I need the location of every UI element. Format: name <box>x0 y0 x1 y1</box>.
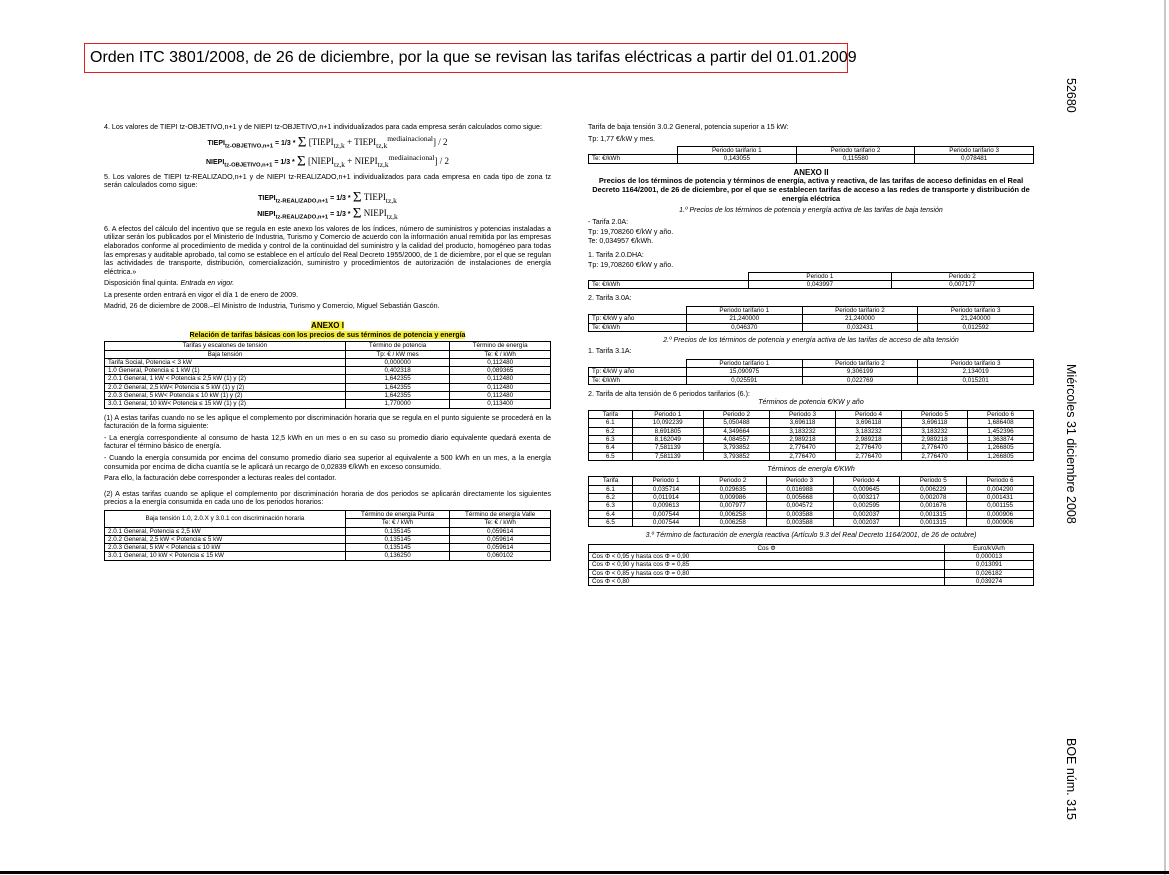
table-row <box>105 392 551 400</box>
table-cell: 0,059614 <box>450 544 551 552</box>
table-cell: 8,691805 <box>632 427 703 435</box>
table-header: Euro/kVArh <box>945 544 1034 552</box>
table-header: Periodo 1 <box>633 477 700 485</box>
table-cell: 4,084557 <box>703 435 769 443</box>
table-cell: 2,989218 <box>769 435 835 443</box>
table-cell: Te: €/kWh <box>589 323 687 331</box>
table-cell: 6.2 <box>589 427 633 435</box>
table-row <box>105 375 551 383</box>
table-cell: 1,642355 <box>345 392 450 400</box>
section-1-title: 1.º Precios de los términos de potencia y energía activa de las tarifas de baja tensión <box>679 207 943 215</box>
table-cell: 0,003217 <box>833 494 900 502</box>
table-cell: 2,776470 <box>769 444 835 452</box>
table-cell: 3.0.1 General, 10 kW< Potencia ≤ 15 kW (1) y (2) <box>105 400 346 408</box>
table-cell: 0,002595 <box>833 502 900 510</box>
document-title: Orden ITC 3801/2008, de 26 de diciembre, por la que se revisan las tarifas eléctricas a partir del 01.01.2009 <box>84 43 848 73</box>
paragraph-5: 5. Los valores de TIEPI tz-REALIZADO,n+1 y de NIEPI tz-REALIZADO,n+1 individualizados para cada empresa en cada tipo de zona tz serán calculados como sigue: <box>104 172 551 190</box>
table-cell: Tp: €/kW y año <box>589 315 687 323</box>
table-cell: 0,000000 <box>345 358 450 366</box>
table-cell: 2,989218 <box>835 435 901 443</box>
table-cell: 0,078481 <box>915 155 1034 163</box>
table-row <box>589 368 1034 376</box>
table-cell: 2,776470 <box>901 452 967 460</box>
table-header: Periodo 1 <box>632 411 703 419</box>
formula-niepi-objetivo: $NIEPI_{tz-OBJETIVO,n+1} = 1/3 * \Sigma$ [$NIEPI_{tz,k}$ + $NIEPI_{tz,k}^{mediainacional}] / 2$ <box>205 152 449 170</box>
table-cell: 0,402318 <box>345 367 450 375</box>
table-row <box>589 444 1034 452</box>
tariff-20a-tp: Tp: 19,708260 €/kW y año. <box>588 228 674 237</box>
table-row <box>589 569 1034 577</box>
table-cell: 4,349664 <box>703 427 769 435</box>
table-header: Periodo tarifario 2 <box>802 306 918 314</box>
tariff-20dha-table <box>588 272 1034 290</box>
table-cell: 0,001431 <box>967 494 1034 502</box>
table-cell: 0,112480 <box>450 383 551 391</box>
tariff-31a-label: 1. Tarifa 3.1A: <box>588 347 632 356</box>
table-row <box>589 419 1034 427</box>
table-cell: 3,183232 <box>769 427 835 435</box>
table-cell: 7,581139 <box>632 444 703 452</box>
table-cell: 3,696118 <box>901 419 967 427</box>
table-cell: 0,002078 <box>900 494 967 502</box>
table-subheader: Te: € / kWh <box>345 519 449 527</box>
formula-tiepi-objetivo: $TIEPI_{tz-OBJETIVO,n+1} = 1/3 * \Sigma$ [$TIEPI_{tz,k}$ + $TIEPI_{tz,k}^{mediainacional}] / 2$ <box>207 133 448 151</box>
table-cell: 6.4 <box>589 510 633 518</box>
table-cell: 0,001315 <box>900 518 967 526</box>
table-header: Periodo tarifario 1 <box>686 306 802 314</box>
table-cell: 0,007544 <box>633 510 700 518</box>
table-cell: 6.5 <box>589 518 633 526</box>
table-cell: 0,005668 <box>766 494 833 502</box>
note-1a: - La energía correspondiente al consumo de hasta 12,5 kWh en un mes o en su caso su promedio diario equivalente quedará exenta de facturar el término básico de energía. <box>104 433 551 451</box>
table-row <box>589 502 1034 510</box>
table-cell: 0,029635 <box>699 485 766 493</box>
table-cell: Te: €/kWh <box>589 281 749 289</box>
table-cell: 1,266805 <box>967 452 1033 460</box>
table-cell: 2.0.3 General, 5 kW< Potencia ≤ 10 kW (1) y (2) <box>105 392 346 400</box>
table-header: Término de energía Valle <box>450 510 551 518</box>
table-row <box>589 376 1034 384</box>
table-cell: Cos Φ < 0,85 y hasta cos Φ = 0,80 <box>589 569 945 577</box>
table-cell: 3,696118 <box>835 419 901 427</box>
section-2-title: 2.º Precios de los términos de potencia y energía activa de las tarifas de acceso de alta tensión <box>663 336 959 344</box>
table-cell: 0,032431 <box>802 323 918 331</box>
table-cell: 8,162049 <box>632 435 703 443</box>
table-subheader: Te: € / kWh <box>450 519 551 527</box>
table-header: Periodo 6 <box>967 477 1034 485</box>
table-row <box>589 435 1034 443</box>
table-row <box>105 383 551 391</box>
table-row <box>589 518 1034 526</box>
tariff-6-label: 2. Tarifa de alta tensión de 6 periodos tarifarios (6.): <box>588 389 750 398</box>
table-row <box>105 400 551 408</box>
table-cell: 3,696118 <box>769 419 835 427</box>
tariff-30a-table <box>588 306 1034 332</box>
formula-niepi-realizado: $NIEPI_{tz-REALIZADO,n+1} = 1/3 * \Sigma$ $NIEPI_{tz,k}$ <box>257 205 398 222</box>
table-cell: 0,059614 <box>450 527 551 535</box>
table-cell: 0,011914 <box>633 494 700 502</box>
table-header: Periodo tarifario 3 <box>918 359 1034 367</box>
tariff-20a-label: - Tarifa 2.0A: <box>588 217 629 226</box>
table-cell: 0,059614 <box>450 535 551 543</box>
tariff-31a-table <box>588 359 1034 385</box>
table-row <box>105 527 551 535</box>
table-subheader: Baja tensión <box>105 350 346 358</box>
table-cell: 1,770000 <box>345 400 450 408</box>
table-row <box>105 358 551 366</box>
left-column <box>104 123 551 566</box>
table-cell: 0,002037 <box>833 510 900 518</box>
signature: Madrid, 26 de diciembre de 2008.–El Ministro de Industria, Turismo y Comercio, Miguel Sebastián Gascón. <box>104 302 440 311</box>
table-cell: 0,135145 <box>345 527 449 535</box>
table-header: Tarifa <box>589 411 633 419</box>
page-frame-bottom <box>0 871 1169 874</box>
table-row <box>589 485 1034 493</box>
table-subheader: Tp: € / kW mes <box>345 350 450 358</box>
tariff-20a-te: Te: 0,034957 €/kWh. <box>588 236 654 245</box>
basic-tariffs-table <box>104 341 551 408</box>
table-cell: 6.1 <box>589 485 633 493</box>
formula-tiepi-realizado: $TIEPI_{tz-REALIZADO,n+1} = 1/3 * \Sigma$ $TIEPI_{tz,k}$ <box>258 189 397 206</box>
table-cell: 7,581139 <box>632 452 703 460</box>
table-row <box>589 578 1034 586</box>
annex-1-subtitle: Relación de tarifas básicas con los precios de sus términos de potencia y energía <box>189 330 466 339</box>
table-row <box>589 427 1034 435</box>
table-cell: 0,002037 <box>833 518 900 526</box>
table-cell: 0,000906 <box>967 510 1034 518</box>
table-row <box>589 510 1034 518</box>
annex-2-subtitle: Precios de los términos de potencia y términos de energía, activa y reactiva, de las tarifas de acceso definidas en el Real Decreto 1164/2001, de 26 de diciembre, por el que se establecen tarifas de acceso a las redes de transporte y distribución de energía eléctrica <box>592 176 1030 203</box>
tariff-6-power-table <box>588 410 1034 461</box>
table-cell: 0,001155 <box>967 502 1034 510</box>
table-cell: 0,035714 <box>633 485 700 493</box>
table-cell: 0,009645 <box>833 485 900 493</box>
table-row <box>105 535 551 543</box>
table-header: Periodo 1 <box>749 272 891 280</box>
table-cell: 3,793852 <box>703 452 769 460</box>
table-header: Periodo 5 <box>901 411 967 419</box>
table-header: Baja tensión 1.0, 2.0.X y 3.0.1 con discriminación horaria <box>105 510 346 527</box>
table-cell: 0,089365 <box>450 367 551 375</box>
table-cell: 1,642355 <box>345 375 450 383</box>
table-cell: 1,452396 <box>967 427 1033 435</box>
table-cell: 0,135145 <box>345 535 449 543</box>
note-1c: Para ello, la facturación debe corresponder a lecturas reales del contador. <box>104 474 337 483</box>
table-cell: Te: €/kWh <box>589 376 687 384</box>
table-header: Periodo tarifario 2 <box>802 359 918 367</box>
table-header: Periodo 2 <box>891 272 1033 280</box>
final-provision <box>104 279 551 288</box>
table-cell: 2,776470 <box>835 452 901 460</box>
table-cell: 1,266805 <box>967 444 1033 452</box>
tariff-6-power-title: Términos de potencia €/KW y año <box>758 399 864 407</box>
table-header: Periodo 4 <box>833 477 900 485</box>
table-cell: 0,013091 <box>945 561 1034 569</box>
table-cell: 0,025591 <box>686 376 802 384</box>
table-header: Periodo tarifario 1 <box>686 359 802 367</box>
table-cell: 1,686408 <box>967 419 1033 427</box>
table-cell: 0,112480 <box>450 375 551 383</box>
table-cell: Cos Φ < 0,80 <box>589 578 945 586</box>
table-cell: 15,090975 <box>686 368 802 376</box>
table-cell: 2,776470 <box>835 444 901 452</box>
table-cell: 10,092239 <box>632 419 703 427</box>
paragraph-4: 4. Los valores de TIEPI tz-OBJETIVO,n+1 y de NIEPI tz-OBJETIVO,n+1 individualizados para cada empresa serán calculados como sigue: <box>104 123 542 131</box>
table-header: Periodo 2 <box>703 411 769 419</box>
table-row <box>589 281 1034 289</box>
table-cell: 0,001315 <box>900 510 967 518</box>
table-cell: Tp: €/kW y año <box>589 368 687 376</box>
table-cell: 1,363874 <box>967 435 1033 443</box>
table-row <box>589 315 1034 323</box>
table-cell: 0,046370 <box>686 323 802 331</box>
note-1b: - Cuando la energía consumida por encima del consumo promedio diario sea superior al equivalente a 500 kWh en un mes, a la energía consumida por encima de dicha cuantía se le aplicará un recargo de 0,02839 €/kWh en exceso consumido. <box>104 454 551 471</box>
table-cell: 3.0.1 General, 10 kW < Potencia ≤ 15 kW <box>105 552 346 560</box>
table-cell: 0,004572 <box>766 502 833 510</box>
time-discrimination-table <box>104 510 551 561</box>
table-cell: 3,183232 <box>835 427 901 435</box>
table-cell: 0,007977 <box>699 502 766 510</box>
bulletin-number: BOE núm. 315 <box>1064 738 1078 820</box>
table-cell: 0,003588 <box>766 518 833 526</box>
tariff-6-energy-table <box>588 476 1034 527</box>
table-cell: 0,039274 <box>945 578 1034 586</box>
table-cell: 3,183232 <box>901 427 967 435</box>
table-cell: 0,112480 <box>450 392 551 400</box>
section-3-title: 3.º Término de facturación de energía reactiva (Artículo 9.3 del Real Decreto 1164/2001, de 26 de octubre) <box>645 532 977 540</box>
table-cell: 0,007177 <box>891 281 1033 289</box>
entry-into-force: La presente orden entrará en vigor el día 1 de enero de 2009. <box>104 290 299 299</box>
tariff-20dha-label: 1. Tarifa 2.0.DHA: <box>588 250 644 259</box>
table-header: Cos Φ <box>589 544 945 552</box>
table-header: Periodo tarifario 2 <box>796 147 915 155</box>
table-header: Periodo 3 <box>766 477 833 485</box>
table-header: Tarifas y escalones de tensión <box>105 342 346 350</box>
tariff-20dha-tp: Tp: 19,708260 €/kW y año. <box>588 261 674 270</box>
table-row <box>589 155 1034 163</box>
table-row <box>589 452 1034 460</box>
right-column <box>588 123 1034 591</box>
table-cell: 0,000906 <box>967 518 1034 526</box>
final-provision-title: Entrada en vigor. <box>180 279 235 288</box>
table-cell: 0,113400 <box>450 400 551 408</box>
table-cell: 0,060102 <box>450 552 551 560</box>
table-cell: 0,001676 <box>900 502 967 510</box>
table-header: Término de potencia <box>345 342 450 350</box>
table-cell: 2,134019 <box>918 368 1034 376</box>
table-cell: 2.0.3 General, 5 kW < Potencia ≤ 10 kW <box>105 544 346 552</box>
tariff-30a-label: 2. Tarifa 3.0A: <box>588 294 632 303</box>
table-cell: Cos Φ < 0,95 y hasta cos Φ = 0,90 <box>589 553 945 561</box>
table-cell: 0,016988 <box>766 485 833 493</box>
table-header: Término de energía <box>450 342 551 350</box>
table-header: Término de energía Punta <box>345 510 449 518</box>
table-cell: 0,006229 <box>900 485 967 493</box>
table-cell: 21,240000 <box>918 315 1034 323</box>
table-cell: 6.3 <box>589 435 633 443</box>
table-cell: 0,006258 <box>699 518 766 526</box>
bt302-table <box>588 146 1034 164</box>
table-cell: 2.0.1 General, 1 kW < Potencia ≤ 2,5 kW (1) y (2) <box>105 375 346 383</box>
table-cell: 0,043997 <box>749 281 891 289</box>
table-cell: 2,776470 <box>901 444 967 452</box>
table-cell: 0,015201 <box>918 376 1034 384</box>
reactive-energy-table <box>588 544 1034 586</box>
bt302-tp: Tp: 1,77 €/kW y mes. <box>588 134 656 143</box>
table-row <box>105 552 551 560</box>
page-date: Miércoles 31 diciembre 2008 <box>1064 364 1078 524</box>
table-cell: Cos Φ < 0,90 y hasta cos Φ = 0,85 <box>589 561 945 569</box>
table-header: Periodo 2 <box>699 477 766 485</box>
table-row <box>589 494 1034 502</box>
bt302-title: Tarifa de baja tensión 3.0.2 General, potencia superior a 15 kW: <box>588 123 789 131</box>
table-cell: 5,050488 <box>703 419 769 427</box>
table-header: Periodo tarifario 1 <box>678 147 797 155</box>
table-cell: 0,115580 <box>796 155 915 163</box>
table-cell: 6.3 <box>589 502 633 510</box>
table-header: Periodo 4 <box>835 411 901 419</box>
table-cell: 0,007544 <box>633 518 700 526</box>
page-frame-right <box>1164 0 1166 875</box>
table-cell: 2,989218 <box>901 435 967 443</box>
note-2: (2) A estas tarifas cuando se aplique el complemento por discriminación horaria de dos periodos se aplicarán directamente los siguientes precios a la energía consumida en cada uno de los periodos horarios: <box>104 489 551 507</box>
table-cell: 6.2 <box>589 494 633 502</box>
table-cell: 0,004290 <box>967 485 1034 493</box>
table-cell: 0,000013 <box>945 553 1034 561</box>
table-cell: 1.0 General, Potencia ≤ 1 kW (1) <box>105 367 346 375</box>
table-cell: 21,240000 <box>686 315 802 323</box>
annex-2-title: ANEXO II <box>793 167 829 177</box>
table-cell: 0,026182 <box>945 569 1034 577</box>
table-cell: 6.4 <box>589 444 633 452</box>
paragraph-6: 6. A efectos del cálculo del incentivo que se regula en este anexo los valores de los índices, número de suministros y potencias instaladas a utilizar serán los publicados por el Ministerio de Industria, Turismo y Comercio de acuerdo con la información anual remitida por las empresas elaborados conforme al procedimiento de medida y control de la continuidad del suministro y la calidad del producto, homogéneo para todas las empresas y auditable aprobado, tal como se establece en el artículo del Real Decreto 1955/2000, de 1 de diciembre, por el que se regulan las actividades de transporte, distribución, comercialización, suministro y procedimientos de autorización de instalaciones de energía eléctrica.» <box>104 224 551 276</box>
table-cell: 0,006258 <box>699 510 766 518</box>
table-row <box>589 323 1034 331</box>
table-header: Periodo tarifario 3 <box>915 147 1034 155</box>
table-cell: 1,642355 <box>345 383 450 391</box>
table-row <box>589 561 1034 569</box>
table-cell: 0,135145 <box>345 544 449 552</box>
page-number: 52680 <box>1064 78 1078 113</box>
table-row <box>589 553 1034 561</box>
table-cell: Te: €/kWh <box>589 155 678 163</box>
table-cell: 21,240000 <box>802 315 918 323</box>
table-cell: 2.0.2 General, 2,5 kW < Potencia ≤ 5 kW <box>105 535 346 543</box>
table-header: Tarifa <box>589 477 633 485</box>
table-cell: 2,776470 <box>769 452 835 460</box>
table-cell: 6.5 <box>589 452 633 460</box>
tariff-6-energy-title: Términos de energía €/KWh <box>767 465 855 473</box>
table-cell: 0,136250 <box>345 552 449 560</box>
table-cell: 2.0.1 General, Potencia ≤ 2,5 kW <box>105 527 346 535</box>
table-cell: 0,009986 <box>699 494 766 502</box>
table-row <box>105 367 551 375</box>
table-cell: 6.1 <box>589 419 633 427</box>
table-cell: 0,012592 <box>918 323 1034 331</box>
table-cell: 0,112480 <box>450 358 551 366</box>
final-provision-label: Disposición final quinta. <box>104 279 179 288</box>
table-row <box>105 544 551 552</box>
table-cell: 2.0.2 General, 2,5 kW< Potencia ≤ 5 kW (1) y (2) <box>105 383 346 391</box>
table-cell: 0,009613 <box>633 502 700 510</box>
table-cell: 3,793852 <box>703 444 769 452</box>
table-header: Periodo 6 <box>967 411 1033 419</box>
table-subheader: Te: € / kWh <box>450 350 551 358</box>
table-header: Periodo 3 <box>769 411 835 419</box>
table-cell: 9,306199 <box>802 368 918 376</box>
annex-1-title: ANEXO I <box>311 321 344 331</box>
table-header: Periodo 5 <box>900 477 967 485</box>
table-header: Periodo tarifario 3 <box>918 306 1034 314</box>
table-cell: 0,022769 <box>802 376 918 384</box>
table-cell: 0,003588 <box>766 510 833 518</box>
table-cell: 0,143055 <box>678 155 797 163</box>
note-1: (1) A estas tarifas cuando no se les aplique el complemento por discriminación horaria que se regula en el punto siguiente se procederá en la facturación de la forma siguiente: <box>104 413 551 431</box>
table-cell: Tarifa Social, Potencia < 3 kW <box>105 358 346 366</box>
